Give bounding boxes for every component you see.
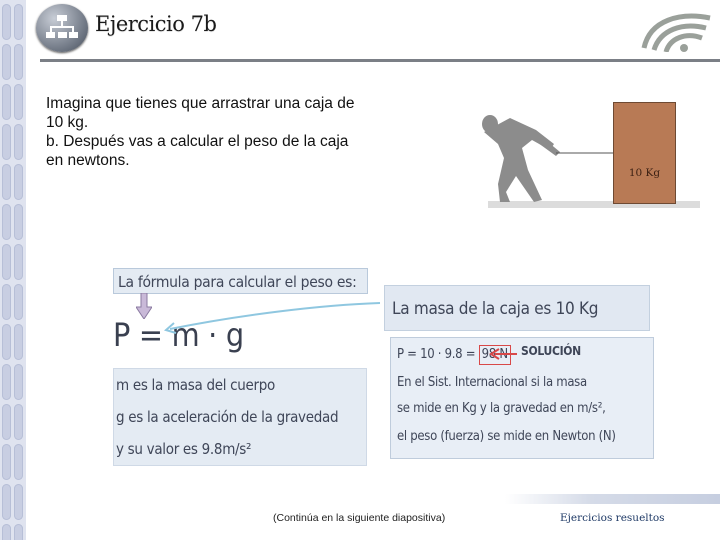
strip-cell [2, 84, 11, 120]
strip-cell [2, 4, 11, 40]
definition-line: y su valor es 9.8m/s² [116, 440, 252, 458]
continuation-note: (Continúa en la siguiente diapositiva) [273, 512, 446, 524]
strip-cell [14, 324, 23, 360]
junta-andalucia-logo-icon [640, 8, 712, 52]
problem-line: 10 kg. [46, 114, 89, 131]
box-weight-label: 10 Kg [628, 167, 661, 179]
formula-header: La fórmula para calcular el peso es: [113, 268, 368, 294]
calculation-result: 98 N [479, 345, 511, 365]
slide-title: Ejercicio 7b [95, 12, 217, 36]
strip-cell [14, 404, 23, 440]
strip-cell [14, 124, 23, 160]
footer-band [505, 494, 720, 504]
strip-cell [2, 164, 11, 200]
problem-line: en newtons. [46, 152, 130, 169]
problem-line: b. Después vas a calcular el peso de la caja [46, 133, 349, 150]
strip-cell [14, 84, 23, 120]
strip-cell [2, 284, 11, 320]
strip-cell [14, 204, 23, 240]
strip-cell [2, 124, 11, 160]
definition-line: g es la aceleración de la gravedad [116, 408, 339, 426]
strip-cell [2, 204, 11, 240]
explanation-line: el peso (fuerza) se mide en Newton (N) [397, 429, 616, 444]
strip-cell [14, 244, 23, 280]
solution-tag: SOLUCIÓN [521, 344, 581, 358]
strip-cell [2, 484, 11, 520]
mass-statement: La masa de la caja es 10 Kg [384, 285, 650, 331]
connector-arrow-icon [160, 285, 400, 345]
strip-cell [2, 44, 11, 80]
cargo-box [613, 102, 676, 204]
footer-label: Ejercicios resueltos [560, 512, 665, 524]
explanation-line: se mide en Kg y la gravedad en m/s², [397, 401, 606, 416]
explanation-line: En el Sist. Internacional si la masa [397, 375, 587, 390]
calculation-prefix: P = 10 · 9.8 = [397, 347, 476, 362]
strip-cell [2, 244, 11, 280]
strip-cell [2, 324, 11, 360]
strip-cell [14, 484, 23, 520]
strip-cell [14, 164, 23, 200]
strip-cell [2, 444, 11, 480]
strip-cell [14, 4, 23, 40]
strip-cell [14, 444, 23, 480]
strip-cell [2, 404, 11, 440]
problem-statement [46, 94, 426, 170]
weight-formula: P = m · g [113, 316, 244, 354]
strip-cell [2, 364, 11, 400]
strip-cell [14, 524, 23, 540]
strip-cell [2, 524, 11, 540]
strip-cell [14, 44, 23, 80]
header-divider [40, 59, 720, 62]
strip-cell [14, 364, 23, 400]
definition-line: m es la masa del cuerpo [116, 376, 276, 394]
problem-line: Imagina que tienes que arrastrar una caja de [46, 95, 355, 112]
left-decorative-strip [0, 0, 26, 540]
hierarchy-logo-icon [36, 4, 88, 52]
strip-cell [14, 284, 23, 320]
left-arrow-icon [487, 346, 519, 362]
